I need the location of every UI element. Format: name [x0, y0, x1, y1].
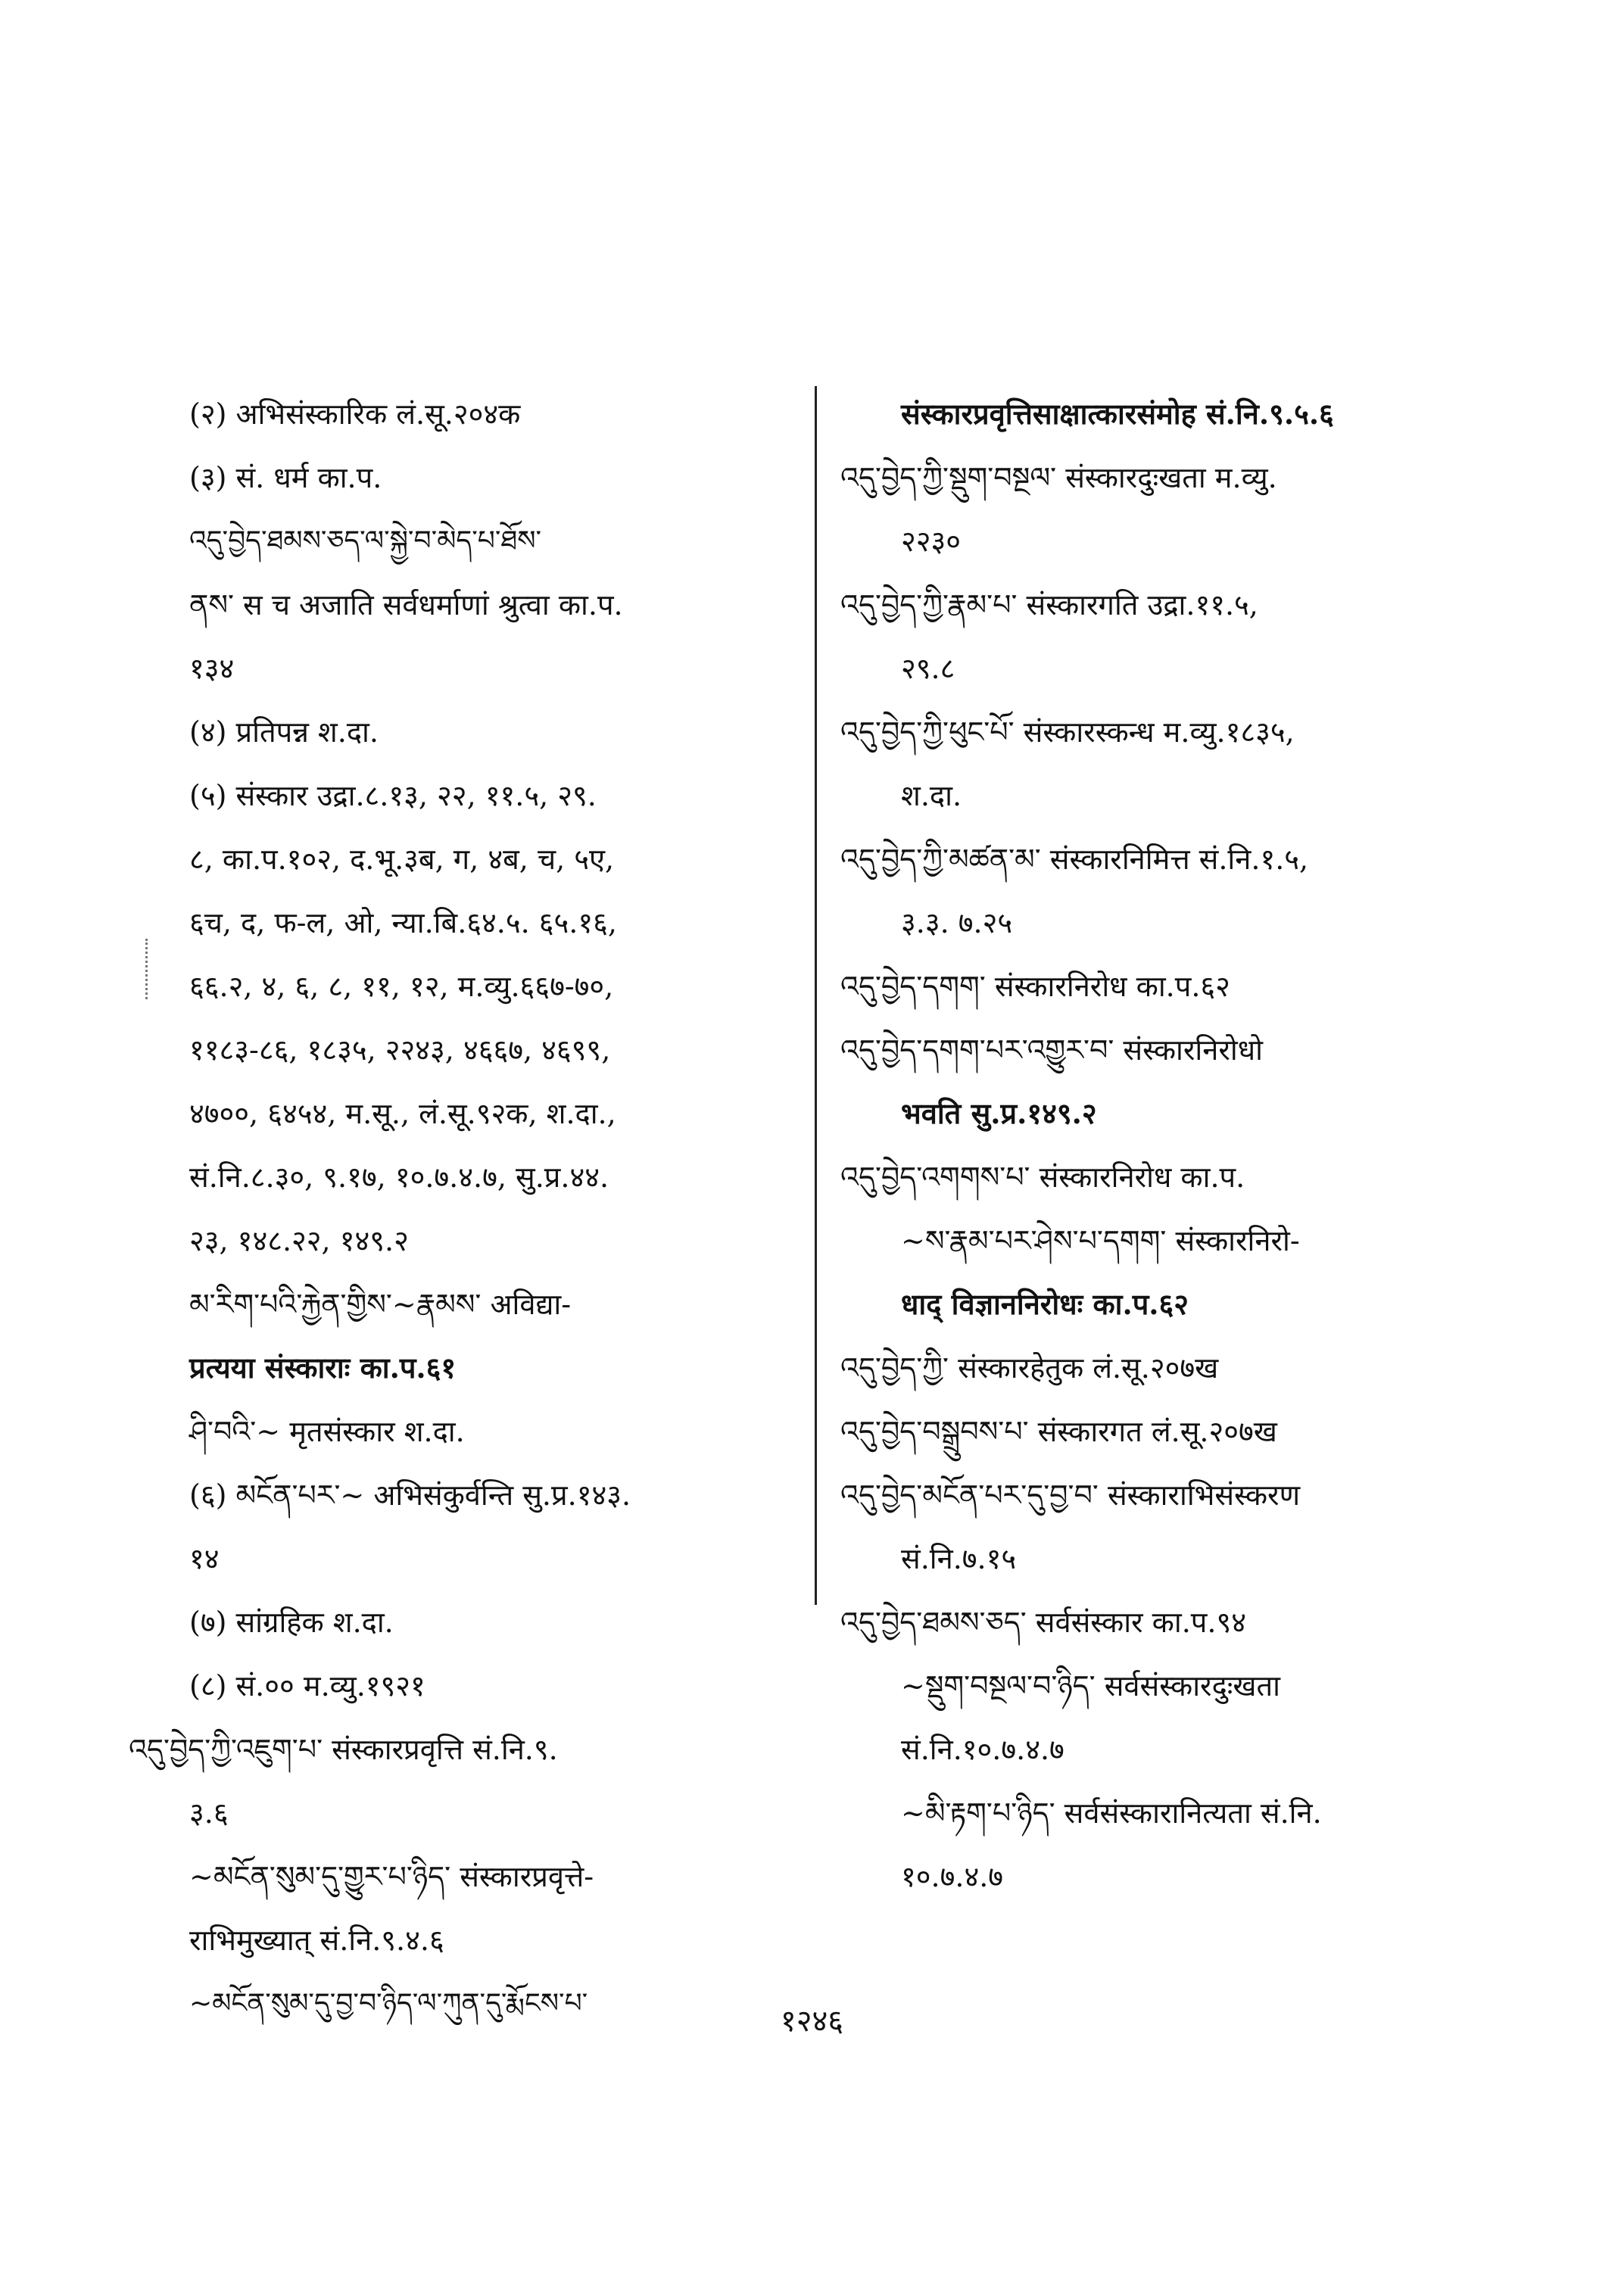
entry-line: ३.६ — [189, 1796, 229, 1830]
entry-line: ६६.२, ४, ६, ८, ११, १२, म.व्यु.६६७-७०, — [189, 970, 614, 1003]
entry-line: (६) མངོན་པར་~ अभिसंकुर्वन्ति सु.प्र.१४३. — [189, 1478, 631, 1512]
entry-line: མ་རིག་པའི་རྐྱེན་གྱིས་~རྣམས་ अविद्या- — [189, 1288, 572, 1321]
margin-mark — [145, 939, 151, 999]
entry-line: འདུ་བྱེད་འགགས་པ་ संस्कारनिरोध का.प. — [840, 1161, 1245, 1194]
entry-line: १४ — [189, 1542, 220, 1575]
entry-line: འདུ་བྱེད་ཀྱི་ संस्कारहेतुक लं.सू.२०७ख — [840, 1351, 1219, 1385]
entry-line: राभिमुख्यात् सं.नि.९.४.६ — [189, 1924, 444, 1957]
entry-line: ~མངོན་སུམ་དུ་བྱ་བ་ཉིད་ལ་ཀུན་དུ་རྨོངས་པ་ — [189, 1988, 588, 2019]
entry-line: འདུ་བྱེད་བསྒྲུབས་པ་ संस्कारगत लं.सू.२०७ख — [840, 1415, 1277, 1448]
entry-line: ~མི་རྟག་པ་ཉིད་ सर्वसंस्कारानित्यता सं.नि. — [901, 1796, 1322, 1830]
entry-line: ८, का.प.१०२, द.भू.३ब, ग, ४ब, च, ५ए, — [189, 843, 615, 876]
entry-line: ཤི་བའི་~ मृतसंस्कार श.दा. — [189, 1415, 465, 1448]
right-column — [840, 382, 1476, 1908]
entry-line: འདུ་བྱེད་ཀྱི་རྣམ་པ་ संस्कारगति उद्रा.११.५, — [840, 588, 1258, 622]
entry-line: भवति सु.प्र.१४९.२ — [901, 1096, 1097, 1130]
entry-line: འདུ་བྱེད་ཀྱི་སྡུག་བསྔལ་ संस्कारदुःखता म.व्यु. — [840, 461, 1277, 494]
entry-line: १०.७.४.७ — [901, 1860, 1004, 1893]
entry-line: ११८३-८६, १८३५, २२४३, ४६६७, ४६९९, — [189, 1033, 611, 1067]
entry-line: २२३० — [901, 525, 962, 558]
entry-line: सं.नि.८.३०, ९.१७, १०.७.४.७, सु.प्र.४४. — [189, 1161, 609, 1194]
entry-line: འདུ་བྱེད་ཀྱི་མཚན་མ་ संस्कारनिमित्त सं.नि.१.५, — [840, 843, 1309, 876]
entry-line: ६च, द, फ-ल, ओ, न्या.बि.६४.५. ६५.१६, — [189, 906, 617, 939]
entry-line: ३.३. ७.२५ — [901, 906, 1013, 939]
entry-line: ~སྡུག་བསྔལ་བ་ཉིད་ सर्वसंस्कारदुःखता — [901, 1669, 1281, 1703]
entry-line: འདུ་བྱེད་ཐམས་ཅད་ལ་སྐྱེ་བ་མེད་པ་ཐོས་ — [189, 525, 542, 556]
entry-line: (७) सांग्रहिक श.दा. — [189, 1606, 394, 1639]
entry-line: (३) सं. धर्म का.प. — [189, 461, 382, 494]
entry-line: २३, १४८.२२, १४९.२ — [189, 1224, 409, 1257]
entry-line: འདུ་བྱེད་ཐམས་ཅད་ सर्वसंस्कार का.प.९४ — [840, 1606, 1246, 1639]
entry-line: (४) प्रतिपन्न श.दा. — [189, 715, 379, 749]
column-divider — [815, 386, 817, 1605]
entry-line: ནས་ स च अजाति सर्वधर्माणां श्रुत्वा का.प. — [189, 588, 623, 622]
entry-line: འདུ་བྱེད་ཀྱི་འཇུག་པ་ संस्कारप्रवृत्ति सं.नि.९. — [129, 1733, 558, 1766]
left-column — [129, 382, 810, 2036]
entry-line: (८) सं.०० म.व्यु.१९२१ — [189, 1669, 425, 1703]
page-number: १२४६ — [780, 2004, 844, 2039]
entry-line: ~ས་རྣམ་པར་ཤེས་པ་དགག་ संस्कारनिरो- — [901, 1224, 1300, 1257]
entry-line: १३४ — [189, 652, 235, 685]
entry-line: འདུ་བྱེད་དགག་པར་འགྱུར་བ་ संस्कारनिरोधो — [840, 1033, 1263, 1067]
entry-line: (५) संस्कार उद्रा.८.१३, २२, ११.५, २९. — [189, 779, 597, 812]
entry-line: २९.८ — [901, 652, 955, 685]
entry-line: ~མངོན་སུམ་དུ་གྱུར་པ་ཉིད་ संस्कारप्रवृत्ते- — [189, 1860, 594, 1893]
entry-line: འདུ་བྱེད་མངོན་པར་དུ་བྱ་བ་ संस्काराभिसंस्करण — [840, 1478, 1301, 1512]
entry-line: सं.नि.१०.७.४.७ — [901, 1733, 1064, 1766]
entry-line: ४७००, ६४५४, म.सू., लं.सू.९२क, श.दा., — [189, 1097, 616, 1130]
entry-line: धाद् विज्ञाननिरोधः का.प.६२ — [901, 1287, 1189, 1321]
entry-line: संस्कारप्रवृत्तिसाक्षात्कारसंमोह सं.नि.९.५.६ — [901, 397, 1334, 431]
entry-line: འདུ་བྱེད་ཀྱི་ཕུང་པོ་ संस्कारस्कन्ध म.व्यु.१८३५, — [840, 715, 1295, 749]
entry-line: (२) अभिसंस्कारिक लं.सू.२०४क — [189, 397, 521, 431]
entry-line: प्रत्यया संस्काराः का.प.६१ — [189, 1351, 457, 1385]
entry-line: འདུ་བྱེད་དགག་ संस्कारनिरोध का.प.६२ — [840, 970, 1230, 1003]
entry-line: श.दा. — [901, 779, 962, 812]
entry-line: सं.नि.७.१५ — [901, 1542, 1017, 1575]
